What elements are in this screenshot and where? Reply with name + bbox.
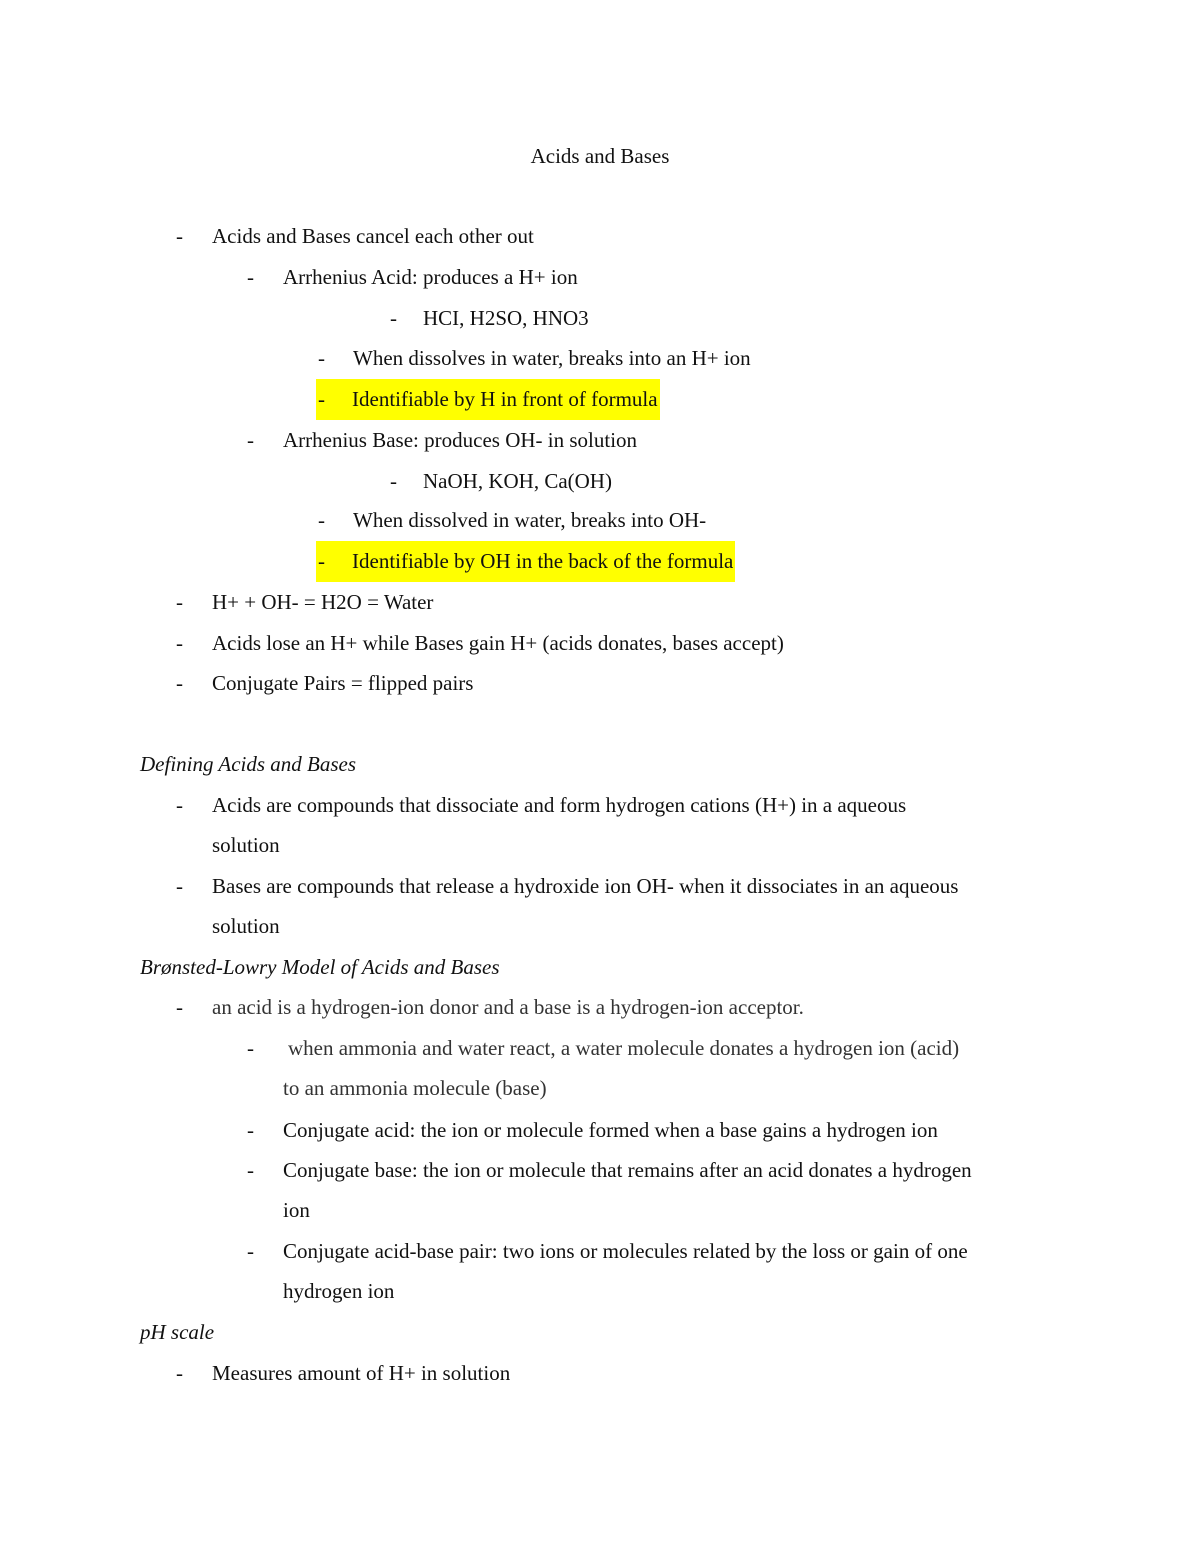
highlighted-list-item: [316, 541, 735, 582]
bullet-dash: -: [176, 995, 183, 1019]
list-item: H+ + OH- = H2O = Water: [212, 590, 434, 614]
list-item: Measures amount of H+ in solution: [212, 1361, 511, 1385]
list-item: When dissolved in water, breaks into OH-: [353, 508, 707, 532]
list-item: Arrhenius Acid: produces a H+ ion: [283, 265, 578, 289]
list-item: Conjugate Pairs = flipped pairs: [212, 671, 474, 695]
list-item: HCI, H2SO, HNO3: [423, 306, 589, 330]
highlighted-list-item: [316, 379, 660, 420]
list-item: Conjugate acid: the ion or molecule formed when a base gains a hydrogen ion: [283, 1118, 938, 1142]
bullet-dash: -: [176, 590, 183, 614]
bullet-dash: -: [390, 306, 397, 330]
bullet-dash: -: [176, 224, 183, 248]
list-item-continuation: solution: [212, 833, 280, 857]
list-item-continuation: solution: [212, 914, 280, 938]
list-item: an acid is a hydrogen-ion donor and a base is a hydrogen-ion acceptor.: [212, 995, 804, 1019]
bullet-dash: -: [318, 387, 325, 411]
bullet-dash: -: [247, 1118, 254, 1142]
bullet-dash: -: [390, 469, 397, 493]
bullet-dash: -: [318, 346, 325, 370]
list-item: When dissolves in water, breaks into an H+ ion: [353, 346, 751, 370]
bullet-dash: -: [176, 671, 183, 695]
list-item: when ammonia and water react, a water molecule donates a hydrogen ion (acid): [288, 1036, 960, 1060]
bullet-dash: -: [247, 1158, 254, 1182]
bullet-dash: -: [318, 549, 325, 573]
bullet-dash: -: [176, 631, 183, 655]
bullet-dash: -: [247, 265, 254, 289]
list-item: Acids are compounds that dissociate and form hydrogen cations (H+) in a aqueous: [212, 793, 907, 817]
bullet-dash: -: [176, 1361, 183, 1385]
list-item: Arrhenius Base: produces OH- in solution: [283, 428, 638, 452]
section-heading: pH scale: [140, 1320, 215, 1344]
bullet-dash: -: [176, 793, 183, 817]
list-item: Acids lose an H+ while Bases gain H+ (acids donates, bases accept): [212, 631, 784, 655]
page-title: Acids and Bases: [530, 144, 670, 168]
section-heading: Brønsted-Lowry Model of Acids and Bases: [140, 955, 500, 979]
list-item-continuation: ion: [283, 1198, 310, 1222]
section-heading: Defining Acids and Bases: [140, 752, 357, 776]
list-item-continuation: to an ammonia molecule (base): [283, 1076, 547, 1100]
bullet-dash: -: [176, 874, 183, 898]
list-item-continuation: hydrogen ion: [283, 1279, 395, 1303]
bullet-dash: -: [247, 1036, 254, 1060]
highlighted-text: Identifiable by H in front of formula: [352, 387, 658, 411]
bullet-dash: -: [318, 508, 325, 532]
list-item: Acids and Bases cancel each other out: [212, 224, 534, 248]
bullet-dash: -: [247, 428, 254, 452]
bullet-dash: -: [247, 1239, 254, 1263]
list-item: Conjugate acid-base pair: two ions or molecules related by the loss or gain of one: [283, 1239, 968, 1263]
list-item: Conjugate base: the ion or molecule that remains after an acid donates a hydrogen: [283, 1158, 972, 1182]
list-item: NaOH, KOH, Ca(OH): [423, 469, 612, 493]
list-item: Bases are compounds that release a hydroxide ion OH- when it dissociates in an aqueous: [212, 874, 959, 898]
highlighted-text: Identifiable by OH in the back of the formula: [352, 549, 734, 573]
